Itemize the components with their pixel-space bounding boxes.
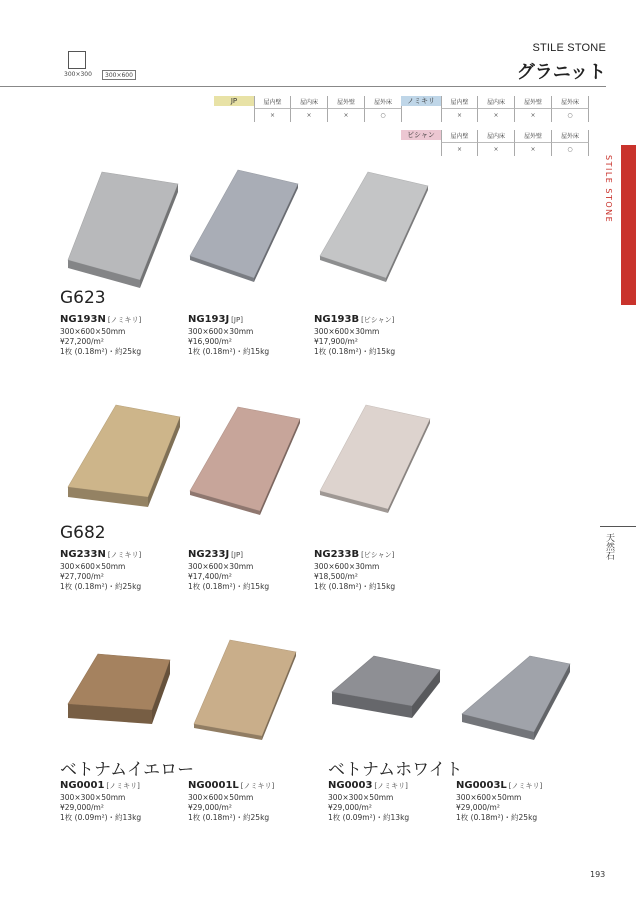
product-ng0001l [188,779,318,823]
table-cell: × [515,143,552,156]
product-unit: 1枚 (0.18m²)・約25kg [60,582,142,591]
tile-photo-ng193b [316,168,436,286]
table-header: 屋外壁 [515,96,552,109]
product-code-line [60,313,190,327]
category-divider [600,526,636,527]
product-code: NG233J [188,549,230,560]
tile-photo-ng0001 [64,650,174,728]
size-label-300x600: 300×600 [102,70,136,80]
tile-photo-ng233n [64,403,184,519]
page-title: グラニット [516,62,606,83]
table-cell: × [515,109,552,122]
product-ng193b [314,313,444,357]
tile-photo-ng0003 [328,654,444,730]
product-price: ¥18,500/m² [314,572,358,581]
side-category-label: 天然石 [604,533,614,560]
product-size: 300×600×30mm [188,562,254,571]
tile-photo-svg [186,403,306,519]
table-cell: ○ [365,109,402,122]
tile-photo-svg [316,403,436,519]
finish-label: [ノミキリ] [240,782,275,790]
tile-photo-ng193n [64,168,184,286]
size-swatch [68,51,86,69]
table-cell: × [478,143,515,156]
series-title-g623: G623 [60,288,106,308]
product-code: NG0001 [60,780,105,791]
finish-label: [JP] [231,316,243,324]
product-size: 300×300×50mm [60,793,126,802]
header-divider [0,86,606,87]
finish-tag: JP [214,96,254,106]
product-price: ¥29,000/m² [456,803,500,812]
finish-table-nomikiri [401,96,589,122]
table-header: 屋内壁 [441,96,478,109]
product-code: NG0001L [188,780,239,791]
product-code: NG193J [188,314,230,325]
table-cell: × [441,143,478,156]
product-price: ¥17,400/m² [188,572,232,581]
product-code-line [328,779,458,793]
product-price: ¥16,900/m² [188,337,232,346]
tile-photo-ng193j [186,168,306,286]
product-code-line [60,548,190,562]
finish-label: [JP] [231,551,243,559]
tile-photo-svg [64,650,174,728]
tile-photo-ng0003l [458,654,574,744]
finish-table-jp [214,96,402,122]
product-ng193j [188,313,318,357]
table-header: 屋内床 [478,130,515,143]
table-header: 屋外床 [552,130,589,143]
product-price: ¥29,000/m² [188,803,232,812]
table-header: 屋外壁 [328,96,365,109]
table-header: 屋外壁 [515,130,552,143]
product-code: NG193N [60,314,106,325]
product-ng0003 [328,779,458,823]
product-code: NG0003L [456,780,507,791]
section-tab-marker [621,145,636,305]
product-code-line [456,779,586,793]
table-header: 屋内床 [291,96,328,109]
product-unit: 1枚 (0.18m²)・約25kg [60,347,142,356]
product-code: NG193B [314,314,360,325]
series-title-vietnam-yellow: ベトナムイエロー [60,760,195,780]
tile-photo-svg [186,636,302,742]
table-cell: × [441,109,478,122]
product-price: ¥29,000/m² [60,803,104,812]
finish-label: [ノミキリ] [106,782,140,790]
product-code: NG233B [314,549,360,560]
finish-label: [ビシャン] [361,551,395,559]
finish-tag: ノミキリ [401,96,441,106]
finish-tag: ビシャン [401,130,441,140]
product-size: 300×600×50mm [60,562,126,571]
tile-photo-svg [328,654,444,730]
finish-label: [ノミキリ] [107,551,142,559]
product-price: ¥29,000/m² [328,803,372,812]
product-code-line [188,313,318,327]
product-price: ¥17,900/m² [314,337,358,346]
product-unit: 1枚 (0.18m²)・約25kg [188,813,270,822]
product-size: 300×600×50mm [456,793,522,802]
product-code-line [188,548,318,562]
table-cell: × [254,109,291,122]
product-ng233n [60,548,190,592]
product-size: 300×600×30mm [314,562,380,571]
product-code-line [314,313,444,327]
product-unit: 1枚 (0.18m²)・約15kg [314,347,396,356]
finish-label: [ビシャン] [361,316,395,324]
side-brand-label: STILE STONE [604,155,613,224]
tile-photo-svg [186,168,306,286]
product-unit: 1枚 (0.09m²)・約13kg [60,813,142,822]
finish-label: [ノミキリ] [107,316,142,324]
tile-photo-ng0001l [186,636,302,742]
series-title-vietnam-white: ベトナムホワイト [328,760,463,780]
product-size: 300×300×50mm [328,793,394,802]
product-size: 300×600×50mm [188,793,254,802]
page-number: 193 [590,870,606,879]
product-ng233j [188,548,318,592]
tile-photo-ng233b [316,403,436,519]
table-header: 屋外床 [552,96,589,109]
product-code-line [314,548,444,562]
table-header: 屋内壁 [254,96,291,109]
product-code-line [60,779,190,793]
table-cell: × [478,109,515,122]
table-cell: ○ [552,109,589,122]
series-title-g682: G682 [60,523,106,543]
product-size: 300×600×50mm [60,327,126,336]
tile-photo-ng233j [186,403,306,519]
tile-photo-svg [316,168,436,286]
table-cell: × [291,109,328,122]
product-unit: 1枚 (0.18m²)・約15kg [188,347,270,356]
tile-photo-svg [64,168,184,286]
product-unit: 1枚 (0.09m²)・約13kg [328,813,410,822]
brand-name: STILE STONE [532,42,606,54]
product-price: ¥27,700/m² [60,572,104,581]
product-ng233b [314,548,444,592]
table-cell: × [328,109,365,122]
product-size: 300×600×30mm [188,327,254,336]
finish-table-bishan [401,130,589,156]
product-ng193n [60,313,190,357]
table-header: 屋内床 [478,96,515,109]
tile-photo-svg [64,403,184,519]
product-ng0003l [456,779,586,823]
product-unit: 1枚 (0.18m²)・約15kg [188,582,270,591]
table-header: 屋外床 [365,96,402,109]
table-header: 屋内壁 [441,130,478,143]
product-code: NG233N [60,549,106,560]
product-unit: 1枚 (0.18m²)・約25kg [456,813,538,822]
size-label-300x300: 300×300 [64,71,92,78]
product-unit: 1枚 (0.18m²)・約15kg [314,582,396,591]
product-ng0001 [60,779,190,823]
product-code: NG0003 [328,780,373,791]
product-size: 300×600×30mm [314,327,380,336]
finish-label: [ノミキリ] [508,782,543,790]
product-price: ¥27,200/m² [60,337,104,346]
table-cell: ○ [552,143,589,156]
finish-label: [ノミキリ] [374,782,408,790]
tile-photo-svg [458,654,574,744]
product-code-line [188,779,318,793]
